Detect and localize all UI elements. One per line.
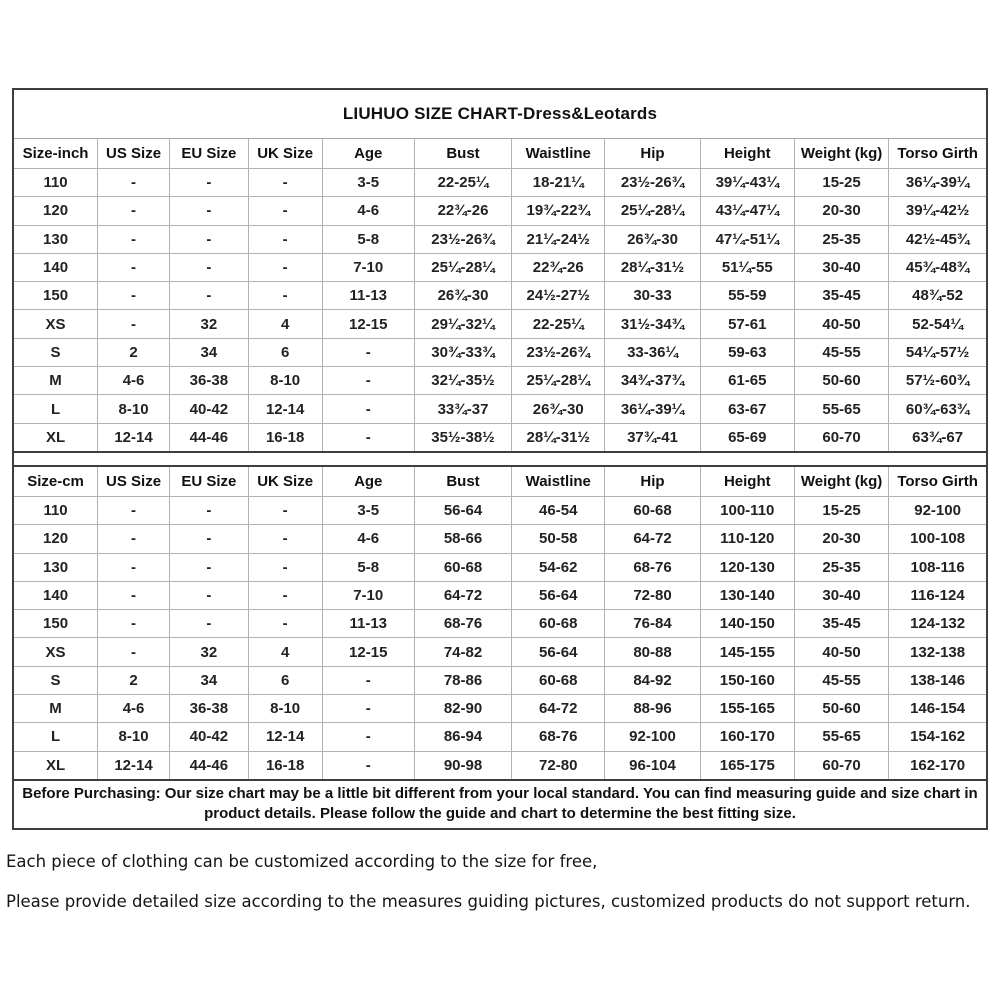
- column-header: Waistline: [512, 467, 605, 497]
- table-cell: 64-72: [512, 695, 605, 723]
- table-row: [14, 225, 986, 253]
- chart-title: LIUHUO SIZE CHART-Dress&Leotards: [14, 90, 986, 139]
- before-purchasing-note: Before Purchasing: Our size chart may be a little bit different from your local standard. You can find measuring guide and size chart in product details. Please follow the guide and chart to determine the best fitting size.: [14, 779, 986, 829]
- table-cell: 36-38: [170, 367, 249, 395]
- table-cell: 34¾-37¾: [605, 367, 700, 395]
- column-header: Height: [700, 139, 794, 169]
- column-header: EU Size: [170, 467, 249, 497]
- table-row: [14, 553, 986, 581]
- table-cell: 25¼-28¼: [605, 197, 700, 225]
- table-cell: 44-46: [170, 423, 249, 451]
- table-cell: 20-30: [794, 197, 888, 225]
- table-cell: 108-116: [889, 553, 986, 581]
- table-cell: M: [14, 695, 98, 723]
- table-cell: 23½-26¾: [605, 169, 700, 197]
- table-cell: 96-104: [605, 751, 700, 779]
- table-cell: -: [322, 367, 414, 395]
- table-cell: 64-72: [414, 581, 511, 609]
- table-row: [14, 253, 986, 281]
- table-cell: 50-58: [512, 525, 605, 553]
- table-cell: 36¼-39¼: [889, 169, 986, 197]
- table-cell: 88-96: [605, 695, 700, 723]
- table-cell: 12-14: [248, 723, 322, 751]
- table-cell: -: [248, 610, 322, 638]
- table-cell: 5-8: [322, 225, 414, 253]
- table-cell: 154-162: [889, 723, 986, 751]
- column-header: US Size: [98, 467, 170, 497]
- table-cell: 4-6: [98, 367, 170, 395]
- table-row: [14, 723, 986, 751]
- table-cell: 155-165: [700, 695, 794, 723]
- table-cell: -: [98, 169, 170, 197]
- column-header: US Size: [98, 139, 170, 169]
- table-cell: 33¾-37: [414, 395, 511, 423]
- table-cell: -: [248, 197, 322, 225]
- note-no-return: Please provide detailed size according to the measures guiding pictures, customized products do not support return.: [6, 891, 971, 911]
- table-cell: 47¼-51¼: [700, 225, 794, 253]
- table-cell: L: [14, 723, 98, 751]
- table-cell: 51¼-55: [700, 253, 794, 281]
- table-cell: 34: [170, 666, 249, 694]
- table-cell: 140: [14, 581, 98, 609]
- table-row: [14, 525, 986, 553]
- table-cell: -: [170, 581, 249, 609]
- table-cell: -: [98, 610, 170, 638]
- table-cell: XL: [14, 751, 98, 779]
- column-header: Weight (kg): [794, 467, 888, 497]
- table-cell: 21¼-24½: [512, 225, 605, 253]
- table-cell: 74-82: [414, 638, 511, 666]
- table-cell: 23½-26¾: [512, 338, 605, 366]
- table-cell: -: [98, 197, 170, 225]
- table-cell: 100-108: [889, 525, 986, 553]
- table-cell: 4: [248, 638, 322, 666]
- table-cell: -: [322, 338, 414, 366]
- table-cell: 8-10: [248, 367, 322, 395]
- table-cell: 22-25¼: [414, 169, 511, 197]
- table-cell: 32: [170, 638, 249, 666]
- table-row: [14, 610, 986, 638]
- table-cell: 45¾-48¾: [889, 253, 986, 281]
- column-header: Height: [700, 467, 794, 497]
- customization-notes: [6, 852, 994, 931]
- table-cell: 5-8: [322, 553, 414, 581]
- column-header: Hip: [605, 139, 700, 169]
- table-cell: 68-76: [414, 610, 511, 638]
- table-cell: 35-45: [794, 610, 888, 638]
- table-cell: 45-55: [794, 338, 888, 366]
- table-cell: 40-42: [170, 395, 249, 423]
- table-cell: 60-68: [512, 610, 605, 638]
- table-cell: 44-46: [170, 751, 249, 779]
- table-row: [14, 666, 986, 694]
- table-cell: 28¼-31½: [605, 253, 700, 281]
- table-cell: 25¼-28¼: [512, 367, 605, 395]
- table-cell: 61-65: [700, 367, 794, 395]
- table-cell: 72-80: [512, 751, 605, 779]
- table-cell: 12-14: [98, 751, 170, 779]
- table-cell: 140: [14, 253, 98, 281]
- table-row: [14, 367, 986, 395]
- table-cell: -: [248, 581, 322, 609]
- column-header: UK Size: [248, 139, 322, 169]
- table-cell: -: [98, 282, 170, 310]
- table-cell: -: [170, 197, 249, 225]
- table-cell: 162-170: [889, 751, 986, 779]
- table-cell: -: [248, 553, 322, 581]
- table-cell: 60-68: [512, 666, 605, 694]
- table-cell: 116-124: [889, 581, 986, 609]
- column-header: Age: [322, 467, 414, 497]
- table-cell: 42½-45¾: [889, 225, 986, 253]
- table-cell: 84-92: [605, 666, 700, 694]
- table-cell: 56-64: [512, 638, 605, 666]
- column-header: Hip: [605, 467, 700, 497]
- table-cell: XS: [14, 638, 98, 666]
- table-cell: -: [322, 751, 414, 779]
- table-cell: 26¾-30: [605, 225, 700, 253]
- table-cell: 130: [14, 553, 98, 581]
- table-cell: 60-70: [794, 423, 888, 451]
- table-cell: S: [14, 666, 98, 694]
- table-cell: 124-132: [889, 610, 986, 638]
- table-cell: 54¼-57½: [889, 338, 986, 366]
- table-cell: 31½-34¾: [605, 310, 700, 338]
- table-cell: 23½-26¾: [414, 225, 511, 253]
- table-cell: -: [170, 553, 249, 581]
- table-cell: 24½-27½: [512, 282, 605, 310]
- table-cell: 56-64: [414, 496, 511, 524]
- table-cell: 36-38: [170, 695, 249, 723]
- table-cell: XL: [14, 423, 98, 451]
- table-cell: 8-10: [98, 723, 170, 751]
- table-cell: 30-40: [794, 581, 888, 609]
- table-cell: 160-170: [700, 723, 794, 751]
- table-divider: [14, 451, 986, 467]
- table-cell: 120-130: [700, 553, 794, 581]
- table-cell: 56-64: [512, 581, 605, 609]
- table-cell: 4-6: [322, 525, 414, 553]
- table-cell: 39¼-43¼: [700, 169, 794, 197]
- table-cell: 8-10: [98, 395, 170, 423]
- table-cell: 2: [98, 338, 170, 366]
- table-cell: 165-175: [700, 751, 794, 779]
- table-cell: 25-35: [794, 553, 888, 581]
- table-cell: -: [98, 525, 170, 553]
- table-cell: 110-120: [700, 525, 794, 553]
- table-row: [14, 751, 986, 779]
- table-cell: -: [170, 169, 249, 197]
- table-cell: 57-61: [700, 310, 794, 338]
- table-cell: -: [170, 610, 249, 638]
- table-row: [14, 197, 986, 225]
- table-cell: 7-10: [322, 581, 414, 609]
- table-cell: 12-14: [248, 395, 322, 423]
- table-cell: 72-80: [605, 581, 700, 609]
- column-header: EU Size: [170, 139, 249, 169]
- column-header: Size-cm: [14, 467, 98, 497]
- table-cell: 6: [248, 338, 322, 366]
- table-cell: 110: [14, 496, 98, 524]
- table-cell: 59-63: [700, 338, 794, 366]
- table-cell: 4-6: [98, 695, 170, 723]
- table-cell: -: [98, 553, 170, 581]
- table-cell: -: [170, 525, 249, 553]
- table-cell: 92-100: [605, 723, 700, 751]
- table-cell: 120: [14, 525, 98, 553]
- table-cell: -: [98, 496, 170, 524]
- column-header: Torso Girth: [889, 139, 986, 169]
- table-row: [14, 395, 986, 423]
- table-row: [14, 282, 986, 310]
- table-cell: 40-50: [794, 638, 888, 666]
- table-cell: 80-88: [605, 638, 700, 666]
- table-cell: 45-55: [794, 666, 888, 694]
- table-cell: 25¼-28¼: [414, 253, 511, 281]
- table-cell: 19¾-22¾: [512, 197, 605, 225]
- table-cell: 7-10: [322, 253, 414, 281]
- table-cell: 12-14: [98, 423, 170, 451]
- table-cell: -: [98, 225, 170, 253]
- table-cell: 11-13: [322, 282, 414, 310]
- table-cell: 76-84: [605, 610, 700, 638]
- table-cell: 55-65: [794, 723, 888, 751]
- table-cell: 57½-60¾: [889, 367, 986, 395]
- table-cell: 36¼-39¼: [605, 395, 700, 423]
- table-cell: 86-94: [414, 723, 511, 751]
- table-cell: 15-25: [794, 496, 888, 524]
- table-cell: S: [14, 338, 98, 366]
- table-cell: 30¾-33¾: [414, 338, 511, 366]
- table-cell: 60-68: [414, 553, 511, 581]
- table-cell: 33-36¼: [605, 338, 700, 366]
- table-cell: 68-76: [512, 723, 605, 751]
- table-cell: 16-18: [248, 423, 322, 451]
- table-cell: 140-150: [700, 610, 794, 638]
- table-cell: 63¾-67: [889, 423, 986, 451]
- table-row: [14, 310, 986, 338]
- table-cell: 130-140: [700, 581, 794, 609]
- header-row: [14, 467, 986, 497]
- table-cell: 22¾-26: [414, 197, 511, 225]
- table-cell: 48¾-52: [889, 282, 986, 310]
- size-table-cm: [14, 467, 986, 779]
- table-cell: 52-54¼: [889, 310, 986, 338]
- table-row: [14, 423, 986, 451]
- table-cell: 55-59: [700, 282, 794, 310]
- table-cell: 6: [248, 666, 322, 694]
- column-header: Bust: [414, 139, 511, 169]
- column-header: Bust: [414, 467, 511, 497]
- table-cell: -: [248, 225, 322, 253]
- table-cell: -: [322, 423, 414, 451]
- table-cell: 82-90: [414, 695, 511, 723]
- table-cell: 32¼-35½: [414, 367, 511, 395]
- table-row: [14, 338, 986, 366]
- table-cell: 110: [14, 169, 98, 197]
- table-cell: 20-30: [794, 525, 888, 553]
- size-chart-panel: [12, 88, 988, 830]
- size-table-inch: [14, 139, 986, 451]
- table-cell: L: [14, 395, 98, 423]
- column-header: Waistline: [512, 139, 605, 169]
- table-cell: 64-72: [605, 525, 700, 553]
- table-cell: -: [322, 723, 414, 751]
- table-cell: -: [170, 496, 249, 524]
- table-cell: 120: [14, 197, 98, 225]
- table-row: [14, 695, 986, 723]
- table-cell: 26¾-30: [512, 395, 605, 423]
- table-cell: -: [248, 253, 322, 281]
- table-cell: -: [98, 310, 170, 338]
- table-cell: -: [322, 395, 414, 423]
- table-cell: -: [322, 666, 414, 694]
- table-cell: 43¼-47¼: [700, 197, 794, 225]
- table-cell: 15-25: [794, 169, 888, 197]
- column-header: UK Size: [248, 467, 322, 497]
- table-row: [14, 169, 986, 197]
- table-cell: 34: [170, 338, 249, 366]
- table-cell: -: [248, 496, 322, 524]
- table-cell: 25-35: [794, 225, 888, 253]
- table-cell: 50-60: [794, 367, 888, 395]
- table-cell: 150-160: [700, 666, 794, 694]
- table-cell: 32: [170, 310, 249, 338]
- table-cell: 2: [98, 666, 170, 694]
- table-cell: 37¾-41: [605, 423, 700, 451]
- table-cell: 40-50: [794, 310, 888, 338]
- table-cell: 12-15: [322, 310, 414, 338]
- table-cell: 60¾-63¾: [889, 395, 986, 423]
- table-cell: 54-62: [512, 553, 605, 581]
- table-cell: 11-13: [322, 610, 414, 638]
- table-cell: 4: [248, 310, 322, 338]
- table-cell: 18-21¼: [512, 169, 605, 197]
- header-row: [14, 139, 986, 169]
- table-cell: 150: [14, 610, 98, 638]
- table-cell: -: [98, 253, 170, 281]
- table-cell: 130: [14, 225, 98, 253]
- table-cell: 100-110: [700, 496, 794, 524]
- table-cell: -: [98, 638, 170, 666]
- table-cell: -: [98, 581, 170, 609]
- column-header: Weight (kg): [794, 139, 888, 169]
- table-cell: 39¼-42½: [889, 197, 986, 225]
- table-cell: 8-10: [248, 695, 322, 723]
- table-cell: 63-67: [700, 395, 794, 423]
- table-cell: 29¼-32¼: [414, 310, 511, 338]
- column-header: Size-inch: [14, 139, 98, 169]
- table-cell: 92-100: [889, 496, 986, 524]
- table-cell: 50-60: [794, 695, 888, 723]
- table-cell: 16-18: [248, 751, 322, 779]
- table-cell: 3-5: [322, 496, 414, 524]
- table-cell: 146-154: [889, 695, 986, 723]
- table-cell: -: [170, 225, 249, 253]
- table-cell: 40-42: [170, 723, 249, 751]
- table-cell: 22-25¼: [512, 310, 605, 338]
- table-cell: 90-98: [414, 751, 511, 779]
- table-cell: XS: [14, 310, 98, 338]
- table-cell: 150: [14, 282, 98, 310]
- table-cell: 35-45: [794, 282, 888, 310]
- table-cell: 65-69: [700, 423, 794, 451]
- table-cell: -: [248, 525, 322, 553]
- table-cell: 138-146: [889, 666, 986, 694]
- table-row: [14, 496, 986, 524]
- table-cell: -: [322, 695, 414, 723]
- table-cell: 22¾-26: [512, 253, 605, 281]
- table-cell: 58-66: [414, 525, 511, 553]
- column-header: Age: [322, 139, 414, 169]
- table-cell: 30-40: [794, 253, 888, 281]
- column-header: Torso Girth: [889, 467, 986, 497]
- table-cell: 132-138: [889, 638, 986, 666]
- table-cell: 26¾-30: [414, 282, 511, 310]
- table-cell: -: [248, 282, 322, 310]
- table-cell: 3-5: [322, 169, 414, 197]
- table-cell: 12-15: [322, 638, 414, 666]
- table-cell: 46-54: [512, 496, 605, 524]
- table-cell: 68-76: [605, 553, 700, 581]
- table-cell: 55-65: [794, 395, 888, 423]
- table-cell: 28¼-31½: [512, 423, 605, 451]
- table-cell: 4-6: [322, 197, 414, 225]
- table-cell: -: [248, 169, 322, 197]
- table-cell: 78-86: [414, 666, 511, 694]
- table-row: [14, 581, 986, 609]
- table-row: [14, 638, 986, 666]
- table-cell: M: [14, 367, 98, 395]
- table-cell: 60-70: [794, 751, 888, 779]
- table-cell: -: [170, 253, 249, 281]
- table-cell: -: [170, 282, 249, 310]
- table-cell: 145-155: [700, 638, 794, 666]
- table-cell: 60-68: [605, 496, 700, 524]
- table-cell: 30-33: [605, 282, 700, 310]
- note-customization-free: Each piece of clothing can be customized according to the size for free,: [6, 852, 598, 871]
- table-cell: 35½-38½: [414, 423, 511, 451]
